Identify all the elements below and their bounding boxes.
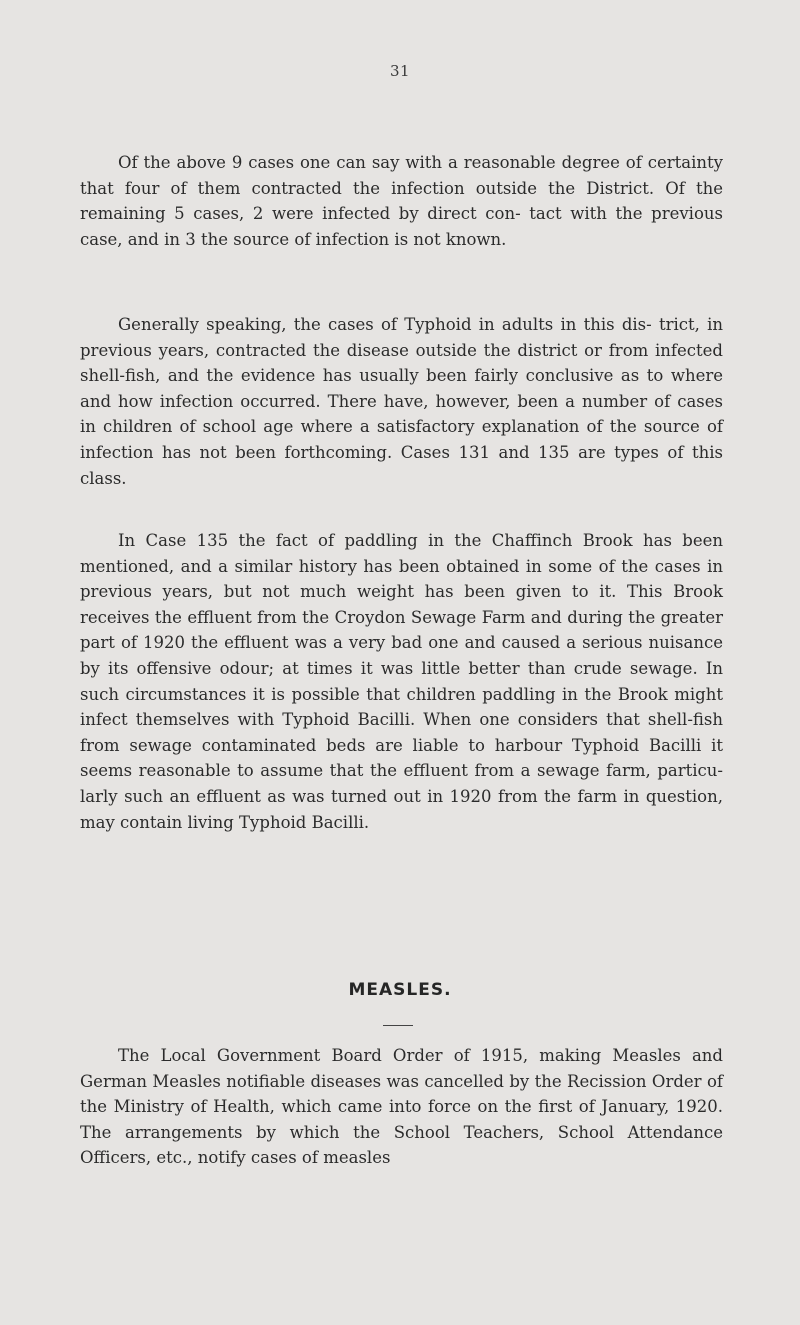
section-heading-measles: MEASLES.	[348, 980, 452, 1000]
heading-divider	[383, 1025, 413, 1026]
paragraph-chaffinch-brook: In Case 135 the fact of paddling in the Chaffinch Brook has been mentioned, and a similar history has been obtained in some of the cases in previous years, but not much weight has been given to it. This Brook receives the effluent from the Croydon Sewage Farm and during the greater part of 1920 the effluent was a very bad one and caused a serious nuisance by its offensive odour; at times it was little better than crude sewage. In such circumstances it is possible that children paddling in the Brook might infect themselves with Typhoid Bacilli. When one considers that shell-fish from sewage contaminated beds are liable to harbour Typhoid Bacilli it seems reasonable to assume that the effluent from a sewage farm, particu- larly such an effluent as was turned out in 1920 from the farm in question, may contain living Typhoid Bacilli.	[80, 531, 723, 832]
paragraph-typhoid-adults: Generally speaking, the cases of Typhoid in adults in this dis- trict, in previous years, contracted the disease outside the district or from infected shell-fish, and the evidence has usually been fairly conclusive as to where and how infection occurred. There have, however, been a number of cases in children of school age where a satisfactory explanation of the source of infection has not been forthcoming. Cases 131 and 135 are types of this class.	[80, 315, 723, 488]
paragraph-typhoid-cases-origin: Of the above 9 cases one can say with a reasonable degree of certainty that four of them contracted the infection outside the District. Of the remaining 5 cases, 2 were infected by direct con- tact with the previous case, and in 3 the source of infection is not known.	[80, 153, 723, 249]
paragraph-measles-notification: The Local Government Board Order of 1915, making Measles and German Measles notifiable diseases was cancelled by the Recission Order of the Ministry of Health, which came into force on the first of January, 1920. The arrangements by which the School Teachers, School Attendance Officers, etc., notify cases of measles	[80, 1046, 723, 1168]
page-number: 31	[389, 62, 411, 80]
